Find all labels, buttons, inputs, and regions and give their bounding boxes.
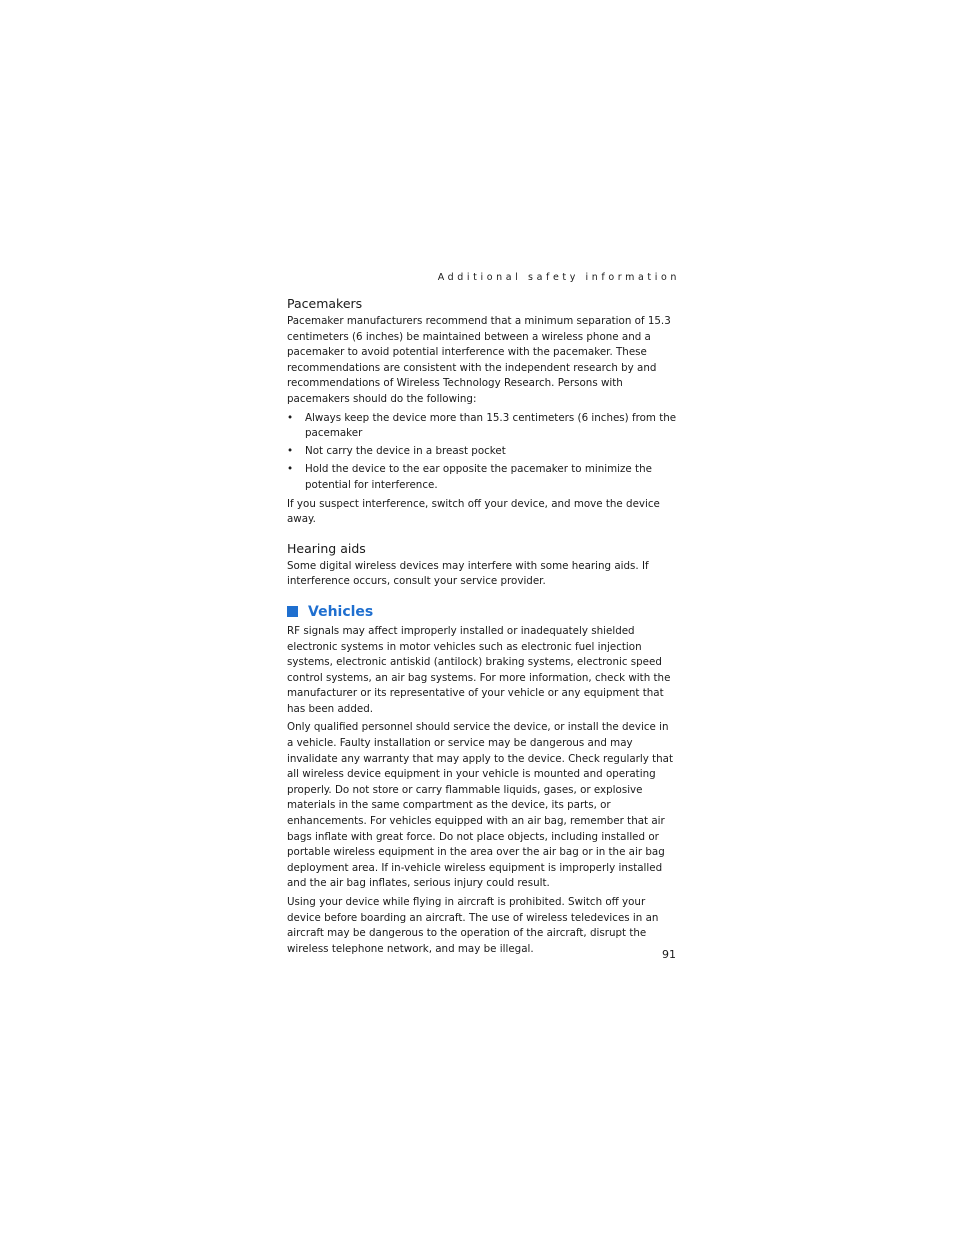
vehicles-heading-text: Vehicles — [308, 603, 374, 620]
running-header: Additional safety information — [437, 272, 680, 283]
page-number: 91 — [662, 948, 676, 961]
bullet-icon: • — [287, 411, 294, 424]
blue-square-icon — [287, 606, 298, 617]
list-item: • Not carry the device in a breast pocket — [287, 444, 677, 460]
bullet-icon: • — [287, 445, 294, 458]
vehicles-paragraph-3: Using your device while flying in aircraft is prohibited. Switch off your device before boarding an aircraft. The use of wireless teledevices in an aircraft may be dangerous to the operation of the aircraft, disrupt the wireless telephone network, and may be illegal. — [287, 896, 659, 955]
pacemakers-heading: Pacemakers — [287, 296, 363, 311]
pacemakers-bullet-list — [287, 411, 677, 494]
pacemakers-intro: Pacemaker manufacturers recommend that a minimum separation of 15.3 centimeters (6 inches) be maintained between a wireless phone and a pacemaker to avoid potential interference with the pacemaker. These recommendations are consistent with the independent research by and recommendations of Wireless Technology Research. Persons with pacemakers should do the following: — [287, 315, 671, 405]
vehicles-heading — [287, 603, 677, 621]
pacemakers-closing: If you suspect interference, switch off your device, and move the device away. — [287, 497, 660, 526]
page-content — [287, 272, 680, 960]
bullet-icon: • — [287, 463, 294, 476]
vehicles-paragraph-2: Only qualified personnel should service the device, or install the device in a vehicle. Faulty installation or service may be dangerous and may invalidate any warranty that may apply to the device. Check regularly that all wireless device equipment in your vehicle is mounted and operating properly. Do not store or carry flammable liquids, gases, or explosive materials in the same compartment as the device, its parts, or enhancements. For vehicles equipped with an air bag, remember that air bags inflate with great force. Do not place objects, including installed or portable wireless equipment in the area over the air bag or in the air bag deployment area. If in-vehicle wireless equipment is improperly installed and the air bag inflates, serious injury could result. — [287, 721, 674, 890]
vehicles-paragraph-1: RF signals may affect improperly installed or inadequately shielded electronic systems in motor vehicles such as electronic fuel injection systems, electronic antiskid (antilock) braking systems, electronic speed control systems, an air bag systems. For more information, check with the manufacturer or its representative of your vehicle or any equipment that has been added. — [287, 624, 671, 715]
hearing-aids-text: Some digital wireless devices may interfere with some hearing aids. If interference occurs, consult your service provider. — [287, 559, 649, 588]
list-item: • Always keep the device more than 15.3 centimeters (6 inches) from the pacemaker — [287, 411, 677, 440]
hearing-aids-heading: Hearing aids — [287, 540, 366, 556]
list-item: • Hold the device to the ear opposite the pacemaker to minimize the potential for interference. — [287, 463, 652, 491]
